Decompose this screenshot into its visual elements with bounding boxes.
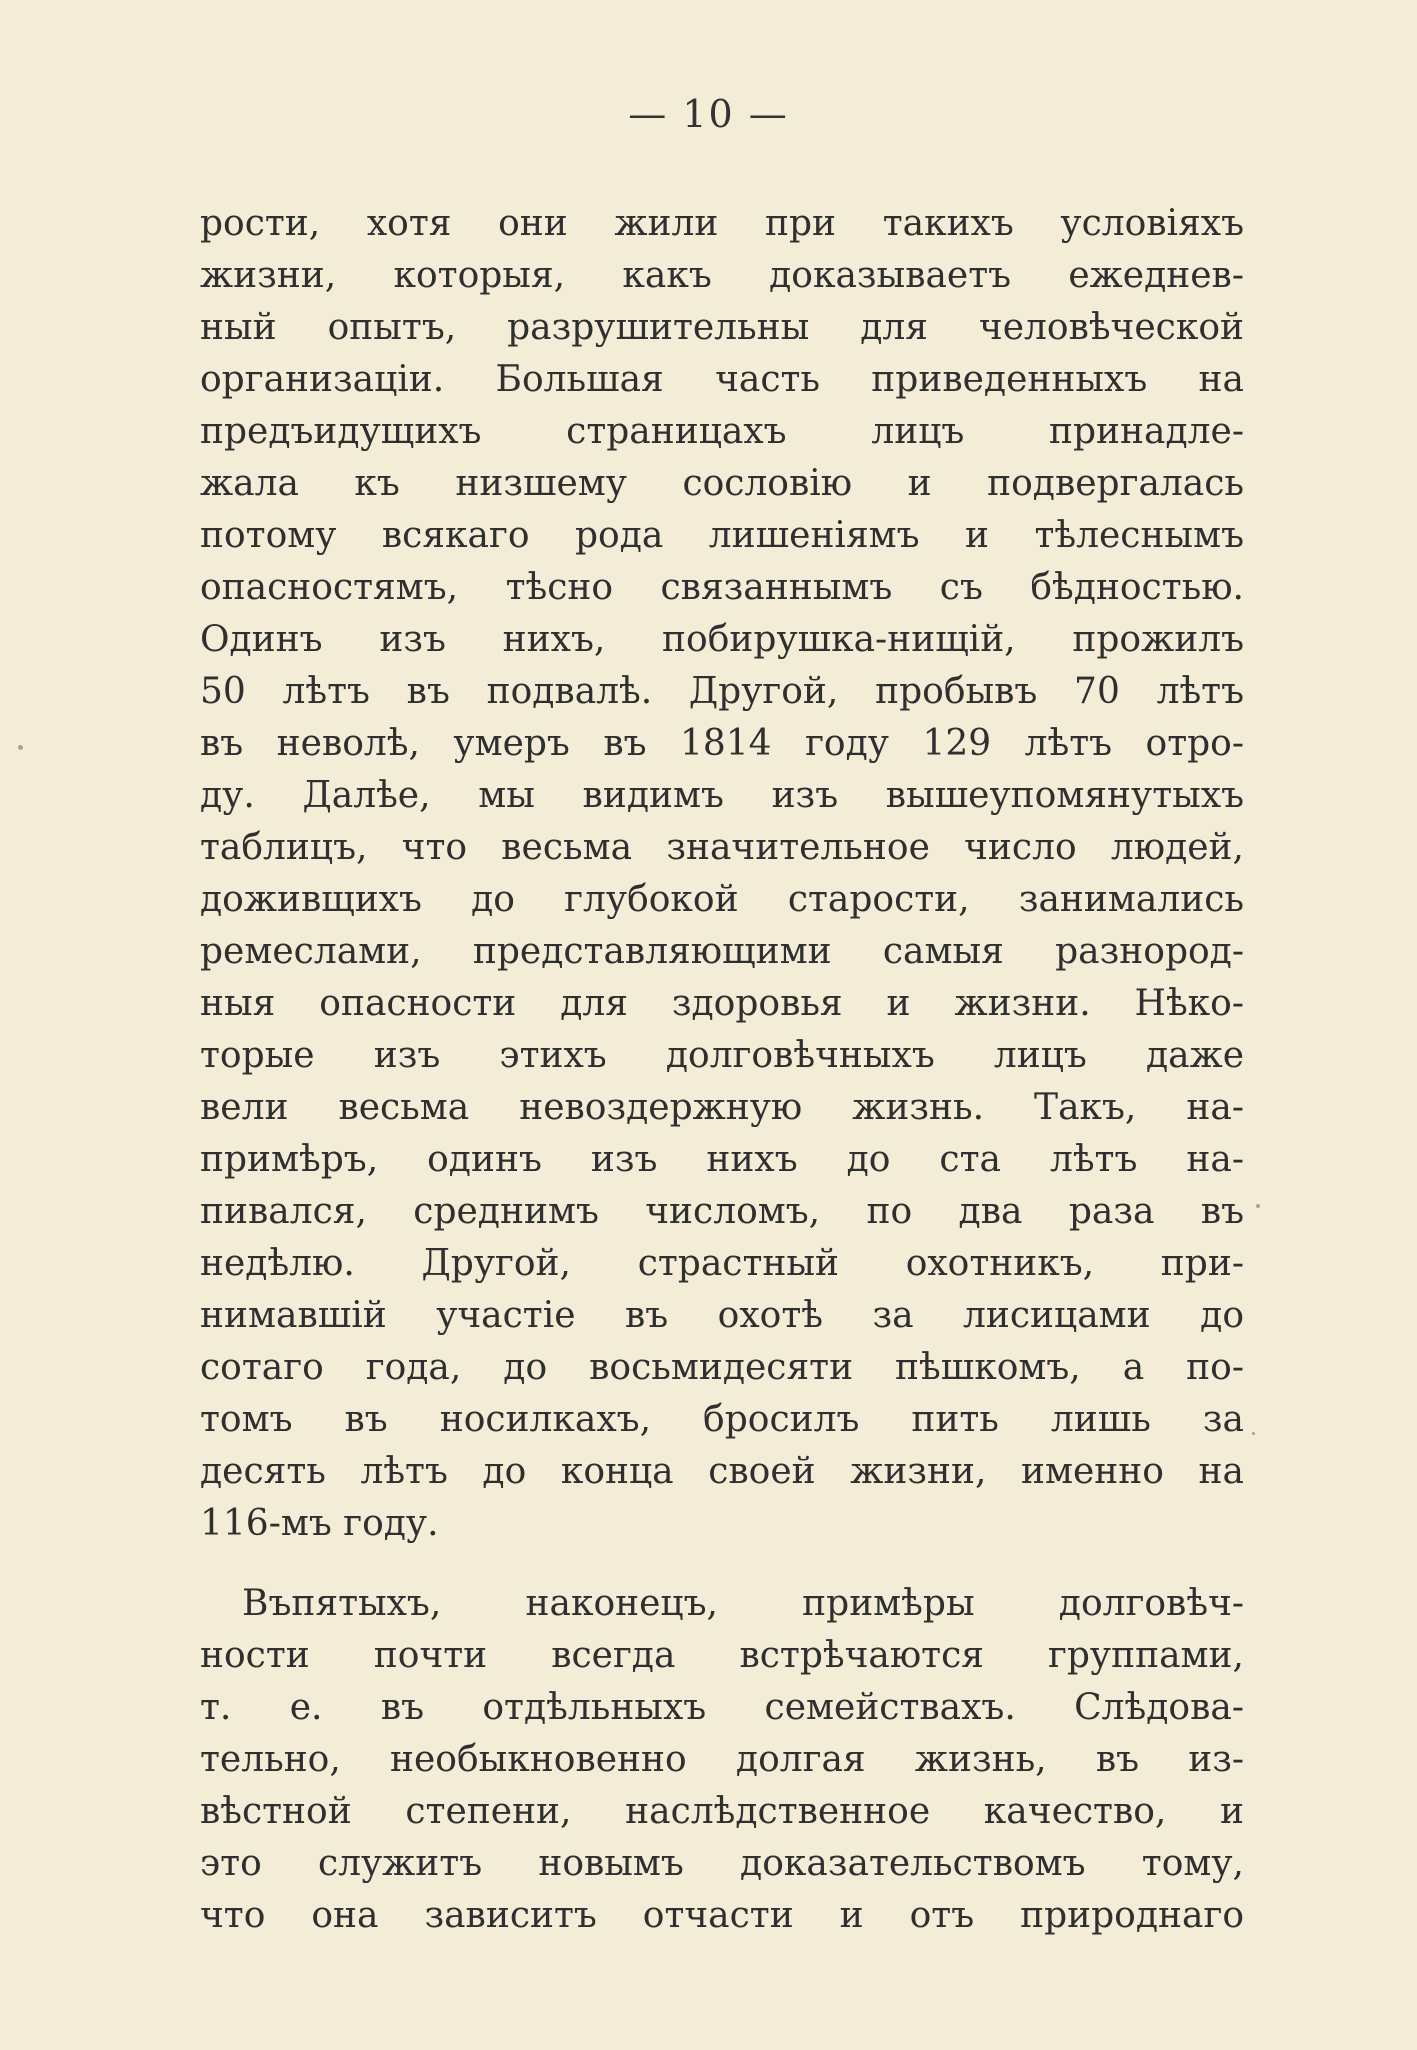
text-line: ный опытъ, разрушительны для человѣческой xyxy=(200,307,1244,348)
text-line: предъидущихъ страницахъ лицъ принадле- xyxy=(200,411,1244,452)
text-line: таблицъ, что весьма значительное число людей, xyxy=(200,827,1244,868)
text-line: торые изъ этихъ долговѣчныхъ лицъ даже xyxy=(200,1035,1244,1076)
text-line: организаціи. Большая часть приведенныхъ на xyxy=(200,359,1244,400)
text-line: тельно, необыкновенно долгая жизнь, въ из- xyxy=(200,1739,1244,1780)
text-line: 116-мъ году. xyxy=(200,1503,439,1544)
text-line: Въпятыхъ, наконецъ, примѣры долговѣч- xyxy=(242,1583,1244,1624)
text-line: томъ въ носилкахъ, бросилъ пить лишь за xyxy=(200,1399,1244,1440)
text-line: 50 лѣтъ въ подвалѣ. Другой, пробывъ 70 лѣтъ xyxy=(200,671,1244,712)
text-line: десять лѣтъ до конца своей жизни, именно на xyxy=(200,1451,1244,1492)
text-line: рости, хотя они жили при такихъ условіяхъ xyxy=(200,203,1244,244)
text-line: примѣръ, одинъ изъ нихъ до ста лѣтъ на- xyxy=(200,1139,1244,1180)
page-number: — 10 — xyxy=(628,92,789,136)
text-line: ныя опасности для здоровья и жизни. Нѣко- xyxy=(200,983,1244,1024)
ink-speck xyxy=(1256,1204,1260,1208)
text-line: ду. Далѣе, мы видимъ изъ вышеупомянутыхъ xyxy=(200,775,1244,816)
text-line: ремеслами, представляющими самыя разнород- xyxy=(200,931,1244,972)
text-line: ности почти всегда встрѣчаются группами, xyxy=(200,1635,1244,1676)
text-line: доживщихъ до глубокой старости, занимались xyxy=(200,879,1244,920)
paragraph-gap xyxy=(200,1550,1244,1578)
ink-speck xyxy=(1252,1432,1255,1435)
text-line: нимавшій участіе въ охотѣ за лисицами до xyxy=(200,1295,1244,1336)
text-line: въ неволѣ, умеръ въ 1814 году 129 лѣтъ отро- xyxy=(200,723,1244,764)
text-line: это служитъ новымъ доказательствомъ тому, xyxy=(200,1843,1244,1884)
text-line: жизни, которыя, какъ доказываетъ ежеднев- xyxy=(200,255,1244,296)
text-line: т. е. въ отдѣльныхъ семействахъ. Слѣдова- xyxy=(200,1687,1244,1728)
text-line: опасностямъ, тѣсно связаннымъ съ бѣдностью. xyxy=(200,567,1244,608)
text-line: вели весьма невоздержную жизнь. Такъ, на- xyxy=(200,1087,1244,1128)
ink-speck xyxy=(18,745,23,750)
text-line: потому всякаго рода лишеніямъ и тѣлеснымъ xyxy=(200,515,1244,556)
text-line: недѣлю. Другой, страстный охотникъ, при- xyxy=(200,1243,1244,1284)
text-line: жала къ низшему сословію и подвергалась xyxy=(200,463,1244,504)
body-text xyxy=(200,198,1244,1942)
text-line: Одинъ изъ нихъ, побирушка-нищій, прожилъ xyxy=(200,619,1244,660)
text-line: что она зависитъ отчасти и отъ природнаго xyxy=(200,1895,1244,1936)
text-line: сотаго года, до восьмидесяти пѣшкомъ, а по- xyxy=(200,1347,1244,1388)
text-line: пивался, среднимъ числомъ, по два раза въ xyxy=(200,1191,1244,1232)
text-line: вѣстной степени, наслѣдственное качество, и xyxy=(200,1791,1244,1832)
